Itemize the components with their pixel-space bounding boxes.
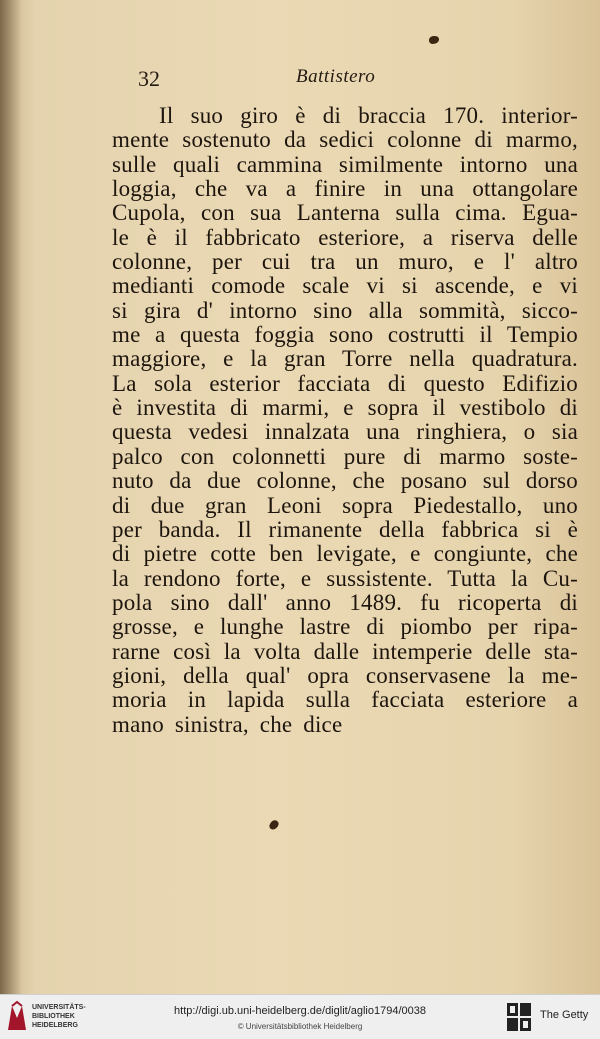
text-line: mente sostenuto da sedici colonne di marmo, — [112, 127, 578, 153]
text-line: palco con colonnetti pure di marmo soste- — [112, 443, 578, 469]
text-line: maggiore, e la gran Torre nella quadratura. — [112, 346, 578, 372]
ink-blot — [268, 819, 280, 832]
text-line: per banda. Il rimanente della fabbrica si è — [112, 516, 578, 542]
text-line: di due gran Leoni sopra Piedestallo, uno — [112, 492, 578, 518]
text-line: sulle quali cammina similmente intorno una — [112, 151, 578, 177]
page-number: 32 — [138, 66, 160, 91]
body-text — [112, 104, 578, 737]
text-line: me a questa foggia sono costrutti il Tempio — [112, 322, 578, 348]
text-line: La sola esterior facciata di questo Edifizio — [112, 370, 578, 396]
page-header — [0, 66, 600, 96]
text-line: rarne così la volta dalle intemperie delle sta- — [112, 638, 578, 664]
text-line: Il suo giro è di braccia 170. interior- — [159, 103, 578, 128]
text-line: loggia, che va a finire in una ottangolare — [112, 176, 578, 202]
text-line: la rendono forte, e sussistente. Tutta la Cu- — [112, 565, 578, 591]
text-line: le è il fabbricato esteriore, a riserva delle — [112, 224, 578, 250]
text-line: Cupola, con sua Lanterna sulla cima. Egua- — [112, 200, 578, 226]
getty-logo-icon — [506, 1001, 532, 1033]
text-line: è investita di marmi, e sopra il vestibolo di — [112, 395, 578, 421]
text-line: colonne, per cui tra un muro, e l' altro — [112, 249, 578, 275]
ink-blot — [429, 36, 439, 44]
viewer-footer — [0, 994, 600, 1039]
text-line: si gira d' intorno sino alla sommità, sicco- — [112, 297, 578, 323]
running-title: Battistero — [296, 66, 376, 87]
text-line: mano sinistra, che dice — [112, 711, 343, 737]
text-line: di pietre cotte ben levigate, e congiunte, che — [112, 541, 578, 567]
spine-shadow — [0, 0, 22, 994]
library-name: UNIVERSITÄTS- BIBLIOTHEK HEIDELBERG — [32, 1004, 86, 1029]
text-line: grosse, e lunghe lastre di piombo per ripa- — [112, 614, 578, 640]
copyright-notice: © Universitätsbibliothek Heidelberg — [237, 1022, 363, 1031]
text-line: nuto da due colonne, che posano sul dorso — [112, 468, 578, 494]
text-line: pola sino dall' anno 1489. fu ricoperta di — [112, 589, 578, 615]
page-url-link[interactable]: http://digi.ub.uni-heidelberg.de/diglit/aglio1794/0038 — [174, 1005, 426, 1017]
text-line: medianti comode scale vi si ascende, e vi — [112, 273, 578, 299]
text-line: gioni, della qual' opra conservasene la me- — [112, 662, 578, 688]
text-line: moria in lapida sulla facciata esteriore a — [112, 687, 578, 713]
partner-name: The Getty — [540, 1009, 589, 1021]
text-line: questa vedesi innalzata una ringhiera, o sia — [112, 419, 578, 445]
